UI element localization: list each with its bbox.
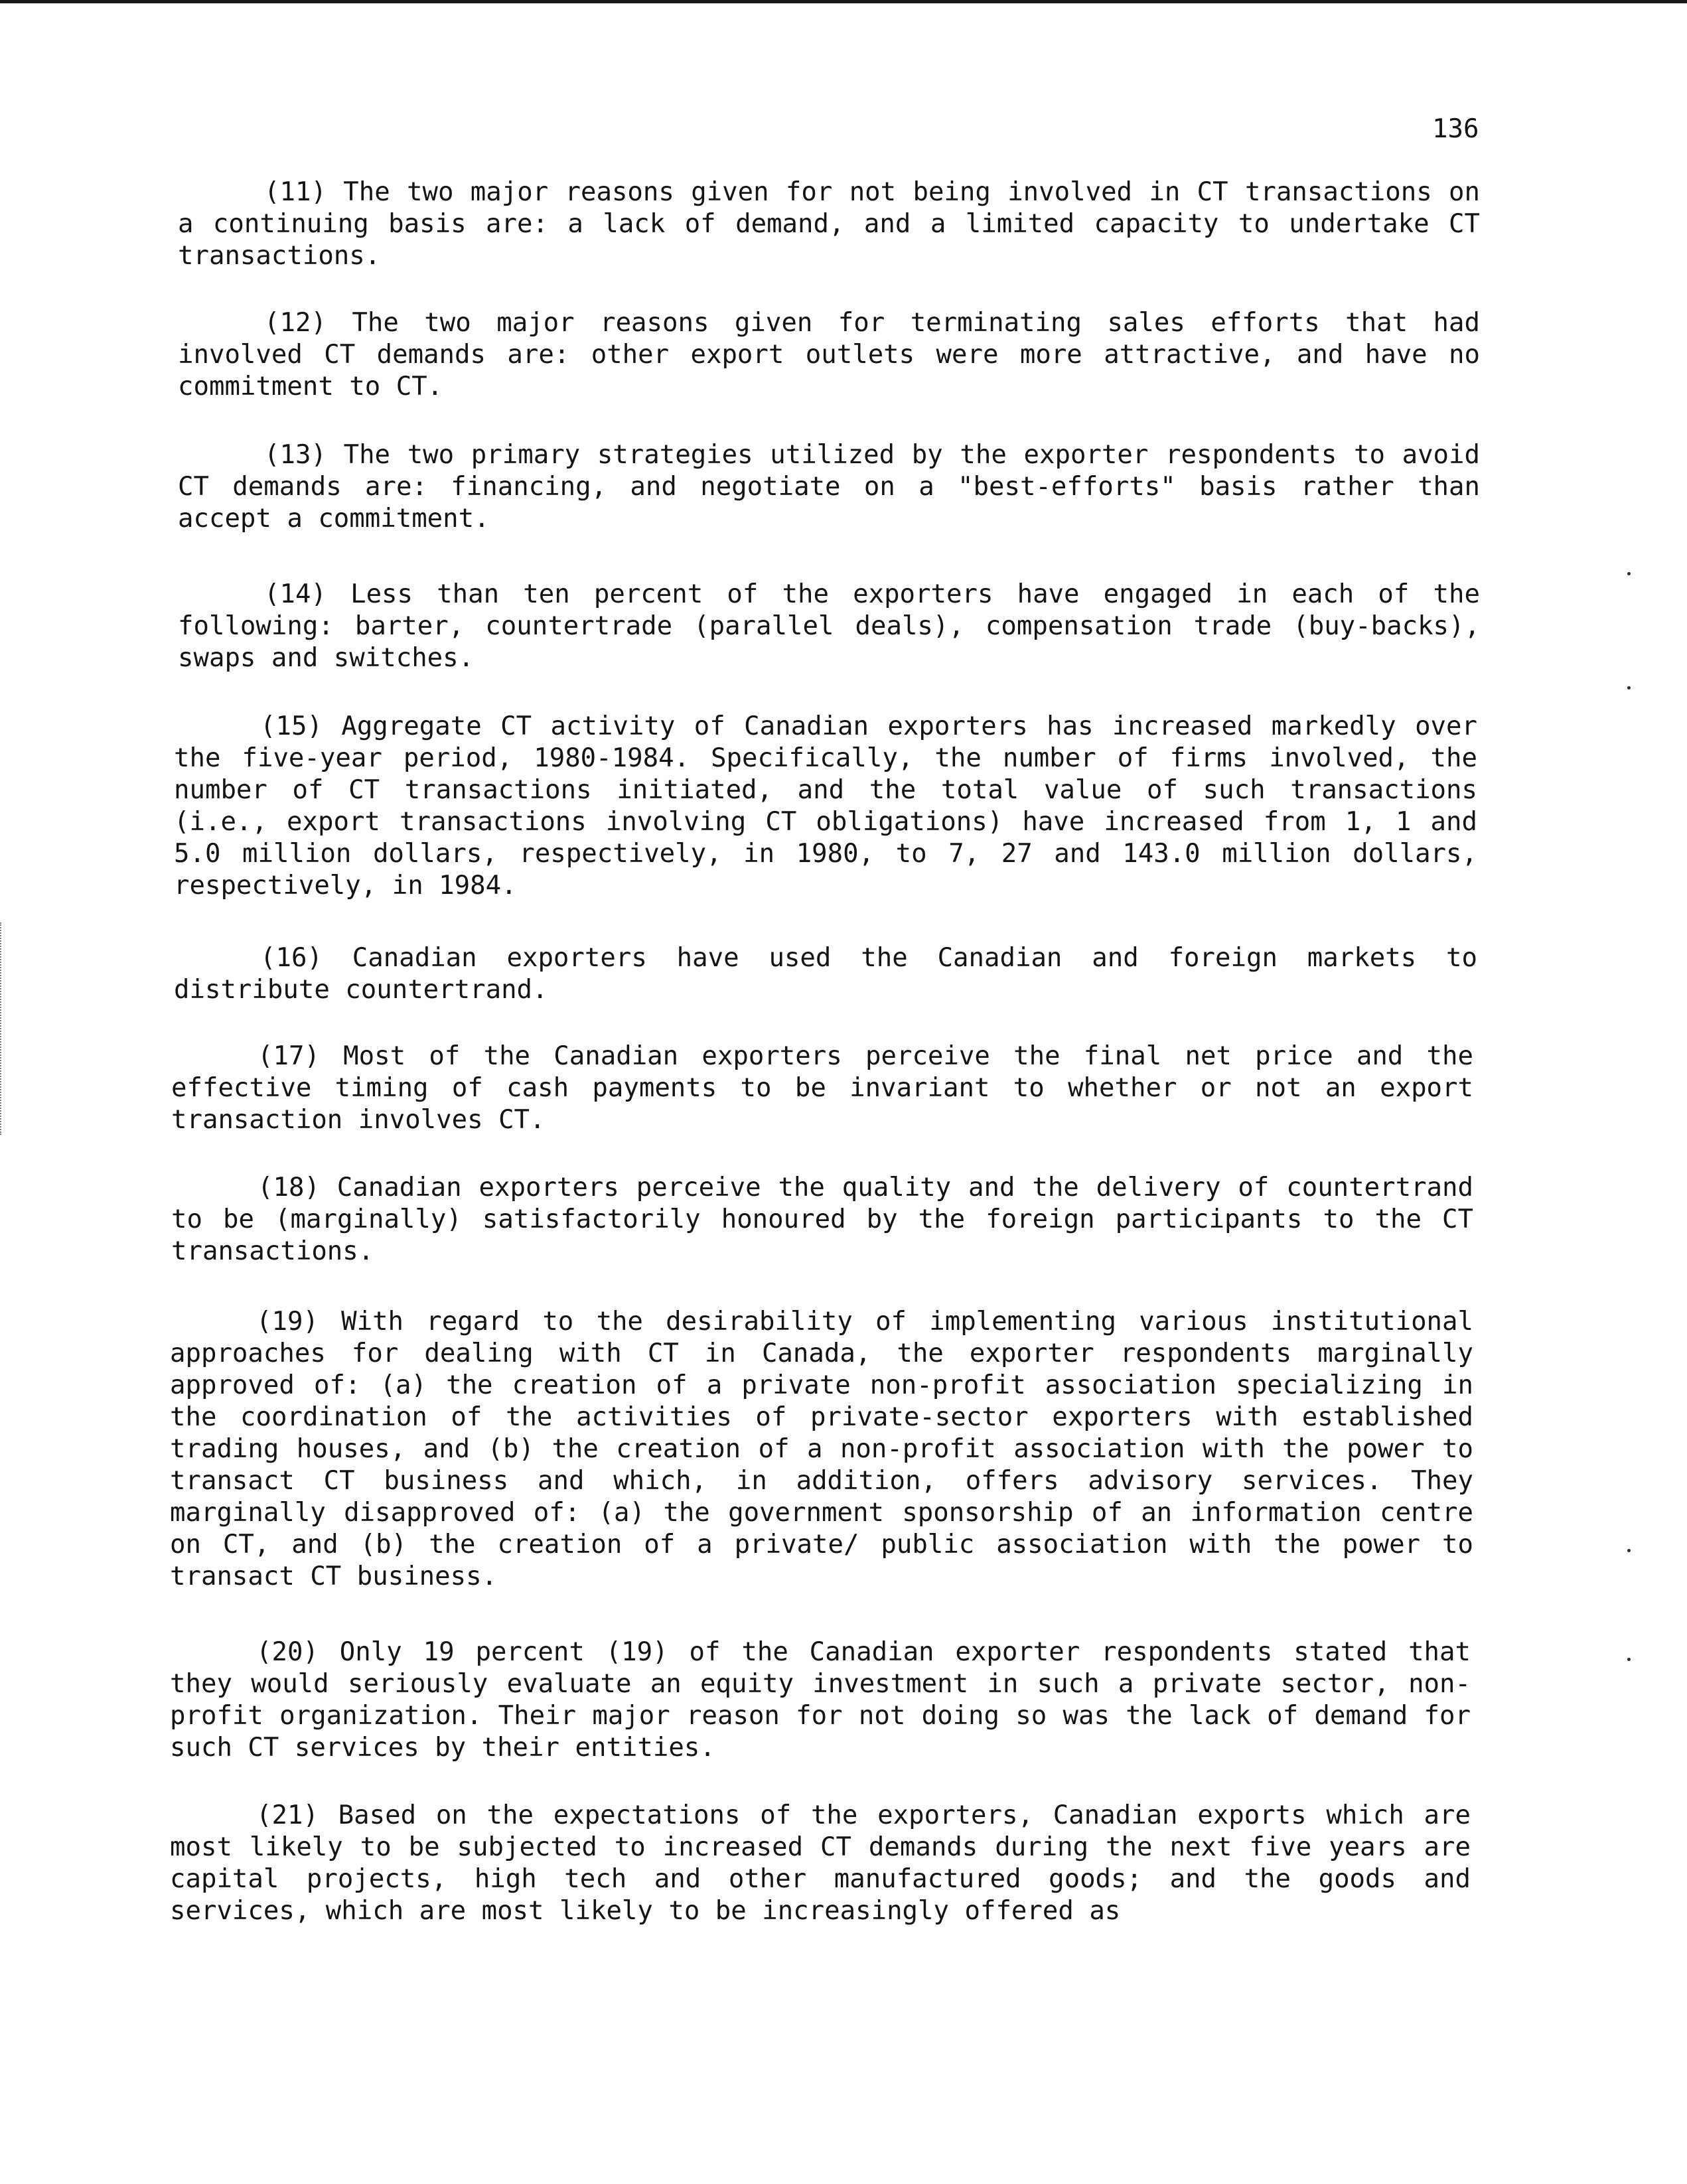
scan-edge-artifact: [0, 922, 3, 1135]
paragraph-text: (12) The two major reasons given for terminating sales efforts that had involved CT demands are: other export outlets were more attractive, and have no commitment to CT.: [178, 308, 1480, 401]
paragraph-text: (21) Based on the expectations of the exporters, Canadian exports which are most likely to be subjected to increased CT demands during the next five years are capital projects, high tech and other manufactured goods; and the goods and services, which are most likely to be increasingly offered as: [170, 1800, 1471, 1926]
paragraph-text: (20) Only 19 percent (19) of the Canadian exporter respondents stated that they would seriously evaluate an equity investment in such a private sector, non-profit organization. Their major reason for not doing so was the lack of demand for such CT services by their entities.: [170, 1637, 1471, 1763]
finding-paragraph-11: [178, 177, 1480, 272]
scan-speck: [1627, 572, 1631, 575]
finding-paragraph-12: [178, 307, 1480, 403]
paragraph-text: (11) The two major reasons given for not being involved in CT transactions on a continuing basis are: a lack of demand, and a limited capacity to undertake CT transactions.: [178, 177, 1480, 271]
scan-speck: [1627, 1549, 1631, 1552]
finding-paragraph-14: [178, 579, 1480, 674]
paragraph-text: (19) With regard to the desirability of implementing various institutional approaches for dealing with CT in Canada, the exporter respondents marginally approved of: (a) the creation of a private non-profit association specializing in the coordination of the activities of private-sector exporters with established trading houses, and (b) the creation of a non-profit association with the power to transact CT business and which, in addition, offers advisory services. They marginally disapproved of: (a) the government sponsorship of an information centre on CT, and (b) the creation of a private/ public association with the power to transact CT business.: [170, 1307, 1473, 1591]
page-number: 136: [1432, 114, 1479, 144]
paragraph-text: (18) Canadian exporters perceive the quality and the delivery of countertrand to be (marginally) satisfactorily honoured by the foreign participants to the CT transactions.: [171, 1173, 1473, 1266]
finding-paragraph-15: [174, 711, 1477, 902]
finding-paragraph-21: [170, 1800, 1471, 1927]
finding-paragraph-17: [171, 1041, 1473, 1136]
paragraph-text: (15) Aggregate CT activity of Canadian exporters has increased markedly over the five-year period, 1980-1984. Specifically, the number of firms involved, the number of CT transactions initiated, and the total value of such transactions (i.e., export transactions involving CT obligations) have increased from 1, 1 and 5.0 million dollars, respectively, in 1980, to 7, 27 and 143.0 million dollars, respectively, in 1984.: [174, 711, 1477, 901]
finding-paragraph-19: [170, 1306, 1473, 1593]
paragraph-text: (17) Most of the Canadian exporters perceive the final net price and the effective timing of cash payments to be invariant to whether or not an export transaction involves CT.: [171, 1041, 1473, 1135]
scan-speck: [1627, 686, 1631, 690]
paragraph-text: (14) Less than ten percent of the exporters have engaged in each of the following: barter, countertrade (parallel deals), compensation trade (buy-backs), swaps and switches.: [178, 579, 1480, 673]
top-border-rule: [0, 0, 1687, 3]
scan-speck: [1627, 1658, 1631, 1661]
finding-paragraph-13: [178, 439, 1480, 535]
paragraph-text: (16) Canadian exporters have used the Canadian and foreign markets to distribute countertrand.: [174, 943, 1477, 1005]
finding-paragraph-16: [174, 942, 1477, 1006]
paragraph-text: (13) The two primary strategies utilized by the exporter respondents to avoid CT demands are: financing, and negotiate on a "best-efforts" basis rather than accept a commitment.: [178, 440, 1480, 534]
finding-paragraph-20: [170, 1637, 1471, 1764]
finding-paragraph-18: [171, 1172, 1473, 1268]
